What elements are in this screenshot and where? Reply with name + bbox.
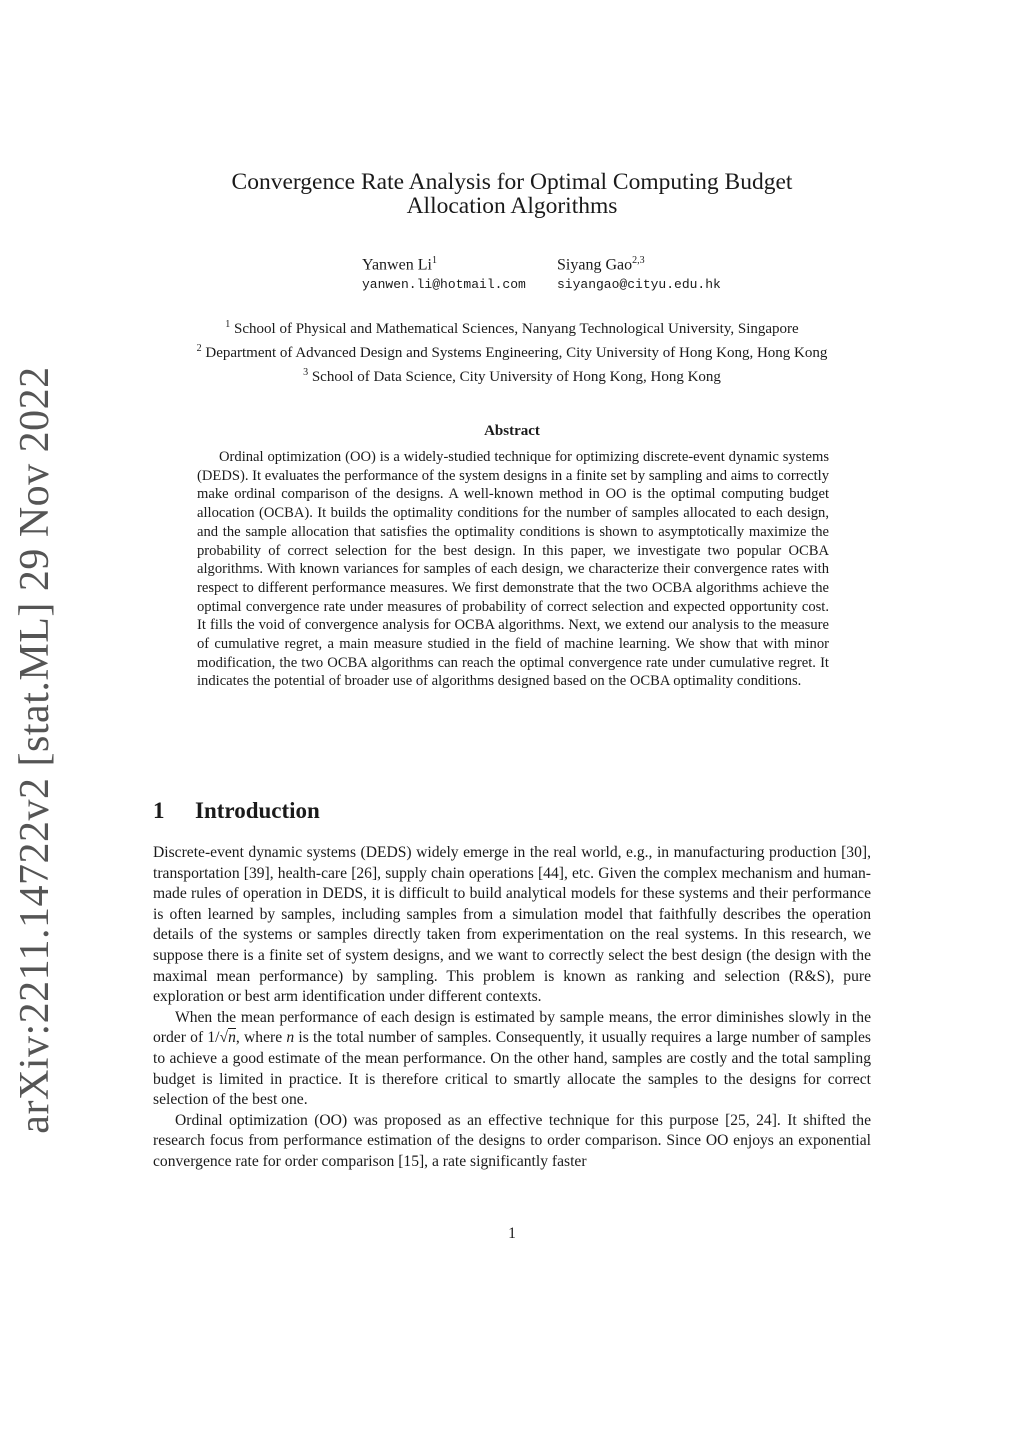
paper-title: [0, 170, 1024, 218]
affiliations: [0, 315, 1024, 387]
author-affil-marker: 2,3: [632, 255, 645, 266]
intro-paragraph-2: [153, 1008, 871, 1111]
affiliation-1: [0, 315, 1024, 339]
affiliation-marker: 1: [225, 319, 231, 330]
author-name: [362, 255, 526, 277]
math-variable: n: [228, 1029, 236, 1047]
paragraph-text: , where: [235, 1029, 287, 1047]
author-block-2: [557, 255, 721, 292]
paragraph-text: is the total number of samples. Consequently, it usually requires a large number of samples to achieve a good estimate of the mean performance. On the other hand, samples are costly and the total sampling budget is limited in practice. It is therefore critical to smartly allocate the samples to the designs for correct selection of the best one.: [153, 1029, 871, 1109]
author-email[interactable]: yanwen.li@hotmail.com: [362, 277, 526, 292]
author-email[interactable]: siyangao@cityu.edu.hk: [557, 277, 721, 292]
section-heading: [153, 798, 320, 824]
sqrt-expression: √n: [219, 1029, 236, 1047]
author-name-text: Yanwen Li: [362, 256, 432, 274]
arxiv-identifier: arXiv:2211.14722v2 [stat.ML] 29 Nov 2022: [12, 366, 58, 1134]
page-number: 1: [508, 1225, 516, 1242]
affiliation-2: [0, 339, 1024, 363]
author-affil-marker: 1: [431, 255, 437, 266]
abstract-heading: Abstract: [484, 423, 540, 439]
author-name-text: Siyang Gao: [557, 256, 633, 274]
math-variable: n: [286, 1029, 295, 1047]
title-line-1: Convergence Rate Analysis for Optimal Computing Budget: [231, 169, 793, 195]
affiliation-text: School of Data Science, City University of Hong Kong, Hong Kong: [311, 369, 721, 385]
abstract-body: Ordinal optimization (OO) is a widely-studied technique for optimizing discrete-event dynamic systems (DEDS). It evaluates the performance of the system designs in a finite set by sampling and aims to correctly make ordinal comparison of the designs. A well-known method in OO is the optimal computing budget allocation (OCBA). It builds the optimality conditions for the number of samples allocated to each design, and the sample allocation that satisfies the optimality conditions is shown to asymptotically maximize the probability of correct selection for the best design. In this paper, we investigate two popular OCBA algorithms. With known variances for samples of each design, we characterize their convergence rates with respect to different performance measures. We first demonstrate that the two OCBA algorithms achieve the optimal convergence rate under measures of probability of correct selection and expected opportunity cost. It fills the void of convergence analysis for OCBA algorithms. Next, we extend our analysis to the measure of cumulative regret, a main measure studied in the field of machine learning. We show that with minor modification, the two OCBA algorithms can reach the optimal convergence rate under cumulative regret. It indicates the potential of broader use of algorithms designed based on the OCBA optimality conditions.: [197, 449, 829, 690]
affiliation-text: Department of Advanced Design and Systems Engineering, City University of Hong Kong, Hong Kong: [205, 345, 828, 361]
title-line-2: Allocation Algorithms: [406, 193, 618, 219]
author-block-1: [362, 255, 526, 292]
affiliation-3: [0, 363, 1024, 387]
affiliation-text: School of Physical and Mathematical Sciences, Nanyang Technological University, Singapore: [234, 321, 799, 337]
author-name: [557, 255, 721, 277]
intro-paragraph-3: Ordinal optimization (OO) was proposed as an effective technique for this purpose [25, 24]. It shifted the research focus from performance estimation of the designs to order comparison. Since OO enjoys an exponential convergence rate for order comparison [15], a rate significantly faster: [153, 1111, 871, 1170]
affiliation-marker: 2: [196, 343, 202, 354]
introduction-body: [153, 843, 871, 1173]
paragraph-text: When the mean performance of each design is estimated by sample means, the error diminishes slowly in the order of 1/: [153, 1008, 871, 1047]
intro-paragraph-1: Discrete-event dynamic systems (DEDS) widely emerge in the real world, e.g., in manufacturing production [30], transportation [39], health-care [26], supply chain operations [44], etc. Given the complex mechanism and human-made rules of operation in DEDS, it is difficult to build analytical models for these systems and their performance is often learned by samples, including samples from a simulation model that faithfully describes the operation details of the systems or samples directly taken from experimentation on the real systems. In this research, we suppose there is a finite set of system designs, and we want to correctly select the best design (the design with the maximal mean performance) by sampling. This problem is known as ranking and selection (R&S), pure exploration or best arm identification under different contexts.: [153, 844, 871, 1006]
section-title: Introduction: [195, 798, 320, 823]
section-number: 1: [153, 798, 165, 823]
affiliation-marker: 3: [303, 367, 309, 378]
